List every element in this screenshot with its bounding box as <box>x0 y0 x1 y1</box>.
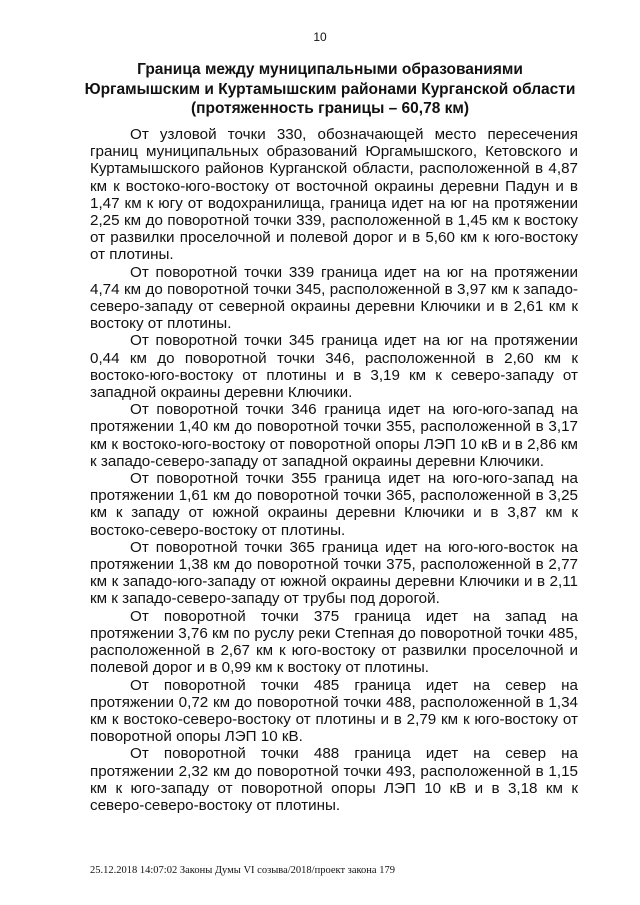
paragraph: От поворотной точки 345 граница идет на юг на протяжении 0,44 км до поворотной точки 346, расположенной в 2,60 км к востоко-юго-востоку от плотины и в 3,19 км к северо-западу от западной окраины деревни Ключики. <box>90 332 578 402</box>
document-title <box>80 60 580 119</box>
paragraph: От поворотной точки 375 граница идет на запад на протяжении 3,76 км по руслу реки Степная до поворотной точки 485, расположенной в 2,67 км к юго-востоку от развилки проселочной и полевой дорог и в 0,99 км к востоку от плотины. <box>90 607 578 677</box>
paragraph: От поворотной точки 485 граница идет на север на протяжении 0,72 км до поворотной точки 488, расположенной в 1,34 км к востоко-северо-востоку от плотины и в 2,79 км к юго-востоку от поворотной опоры ЛЭП 10 кВ. <box>90 676 578 746</box>
paragraph: От узловой точки 330, обозначающей место пересечения границ муниципальных образований Юргамышского, Кетовского и Куртамышского районов Курганской области, расположенной в 4,87 км к востоко-юго-востоку от восточной окраины деревни Падун и в 1,47 км к югу от водохранилища, граница идет на юг на протяжении 2,25 км до поворотной точки 339, расположенной в 1,45 км к востоку от развилки проселочной и полевой дорог и в 5,60 км к юго-востоку от плотины. <box>90 126 578 264</box>
document-footer: 25.12.2018 14:07:02 Законы Думы VI созыва/2018/проект закона 179 <box>90 865 395 876</box>
paragraph: От поворотной точки 346 граница идет на юго-юго-запад на протяжении 1,40 км до поворотной точки 355, расположенной в 3,17 км к востоко-юго-востоку от поворотной опоры ЛЭП 10 кВ и в 2,86 км к западо-северо-западу от западной окраины деревни Ключики. <box>90 401 578 470</box>
title-line-1: Граница между муниципальными образованиями <box>137 61 523 78</box>
paragraph: От поворотной точки 339 граница идет на юг на протяжении 4,74 км до поворотной точки 345, расположенной в 3,97 км к западо-северо-западу от северной окраины деревни Ключики и в 2,61 км к востоку от плотины. <box>90 263 578 333</box>
document-body <box>90 126 578 814</box>
paragraph: От поворотной точки 488 граница идет на север на протяжении 2,32 км до поворотной точки 493, расположенной в 1,15 км к юго-западу от поворотной опоры ЛЭП 10 кВ и в 3,18 км к северо-северо-востоку от плотины. <box>90 745 578 814</box>
page-number: 10 <box>313 30 327 44</box>
title-line-2: Юргамышским и Куртамышским районами Курганской области <box>84 80 576 98</box>
paragraph: От поворотной точки 365 граница идет на юго-юго-восток на протяжении 1,38 км до поворотной точки 375, расположенной в 2,77 км к западо-юго-западу от южной окраины деревни Ключики и в 2,11 км к западо-северо-западу от трубы под дорогой. <box>90 538 578 608</box>
title-line-3: (протяженность границы – 60,78 км) <box>190 100 470 117</box>
paragraph: От поворотной точки 355 граница идет на юго-юго-запад на протяжении 1,61 км до поворотной точки 365, расположенной в 3,25 км к западу от южной окраины деревни Ключики и в 3,87 км к востоко-северо-востоку от плотины. <box>90 470 578 539</box>
